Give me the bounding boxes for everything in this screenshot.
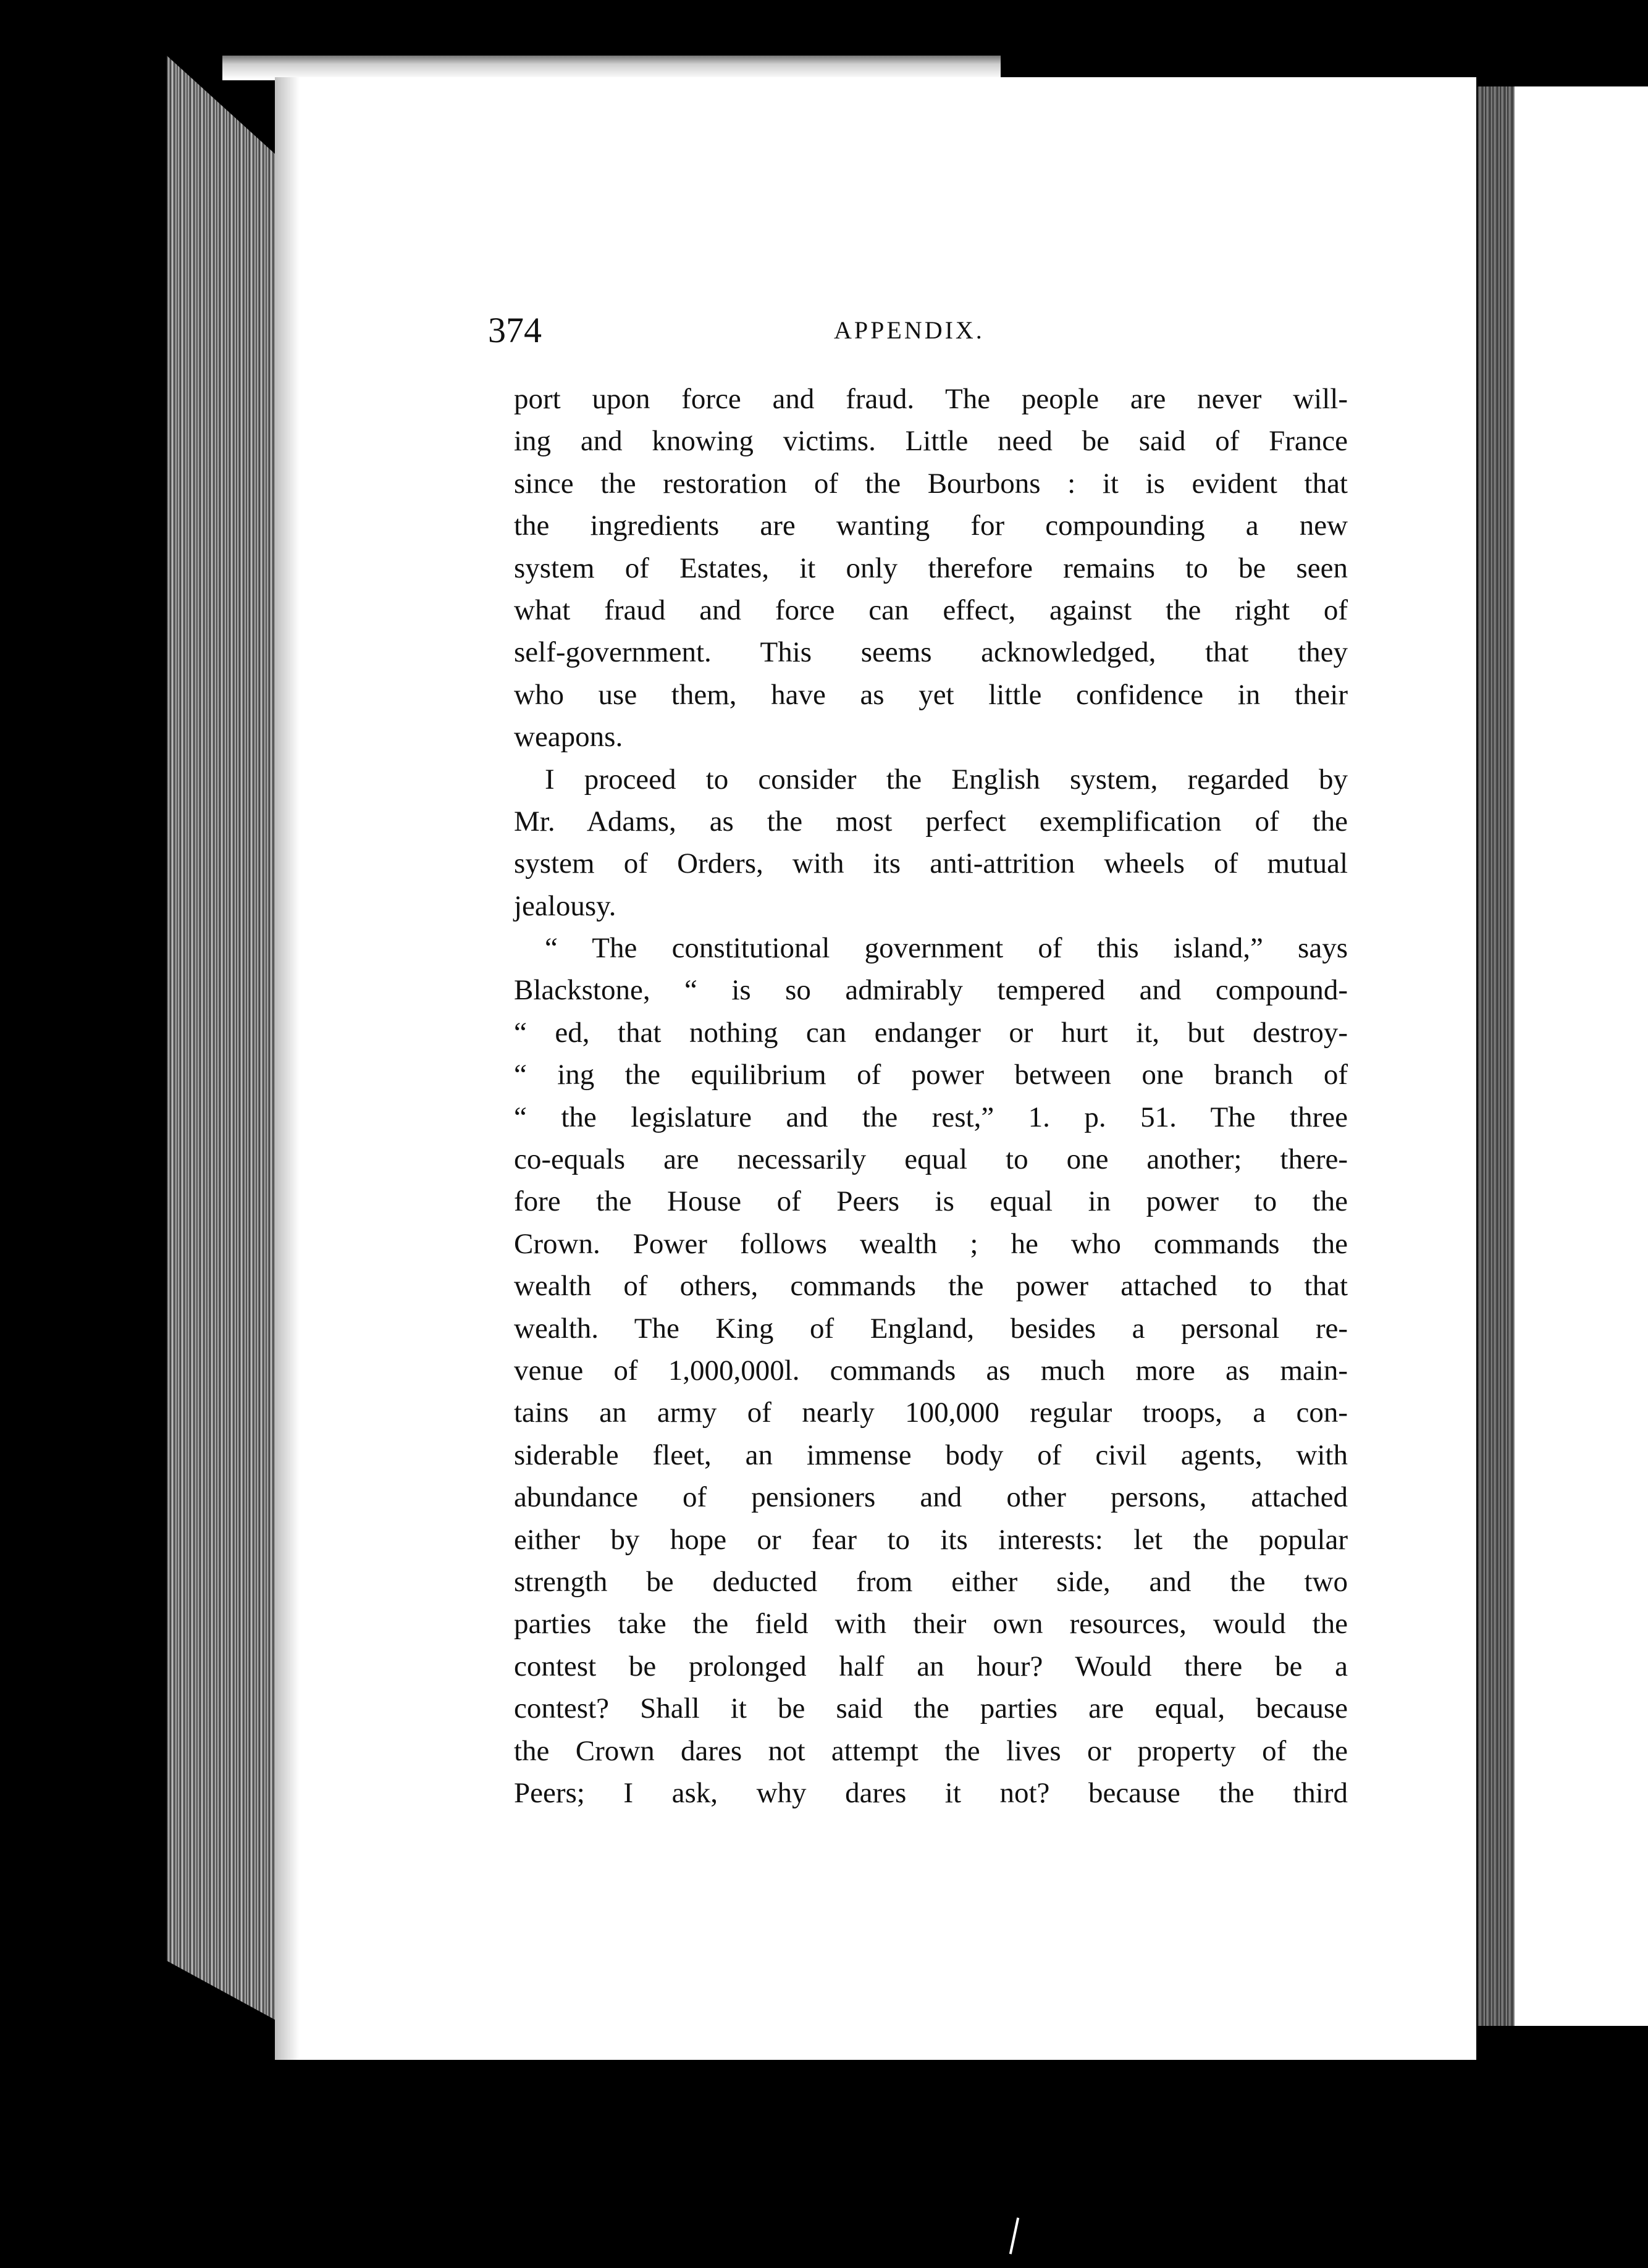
text-line: “ ed, that nothing can endanger or hurt it, but destroy- bbox=[514, 1016, 1348, 1049]
page-top-edge bbox=[222, 56, 1001, 80]
text-line: Crown. Power follows wealth ; he who commands the bbox=[514, 1227, 1348, 1260]
text-line: siderable fleet, an immense body of civil agents, with bbox=[514, 1438, 1348, 1471]
text-line: contest? Shall it be said the parties are equal, because bbox=[514, 1692, 1348, 1725]
text-line: I proceed to consider the English system, regarded by bbox=[545, 763, 1348, 796]
text-line: “ ing the equilibrium of power between one branch of bbox=[514, 1059, 1348, 1091]
text-line: what fraud and force can effect, against the right of bbox=[514, 594, 1348, 626]
text-line: since the restoration of the Bourbons : it is evident that bbox=[514, 467, 1348, 500]
text-line: who use them, have as yet little confidence in their bbox=[514, 678, 1348, 711]
text-line: Mr. Adams, as the most perfect exemplification of the bbox=[514, 805, 1348, 838]
text-line: strength be deducted from either side, and the two bbox=[514, 1565, 1348, 1598]
text-line: jealousy. bbox=[514, 889, 616, 922]
running-head: APPENDIX. bbox=[834, 316, 985, 344]
text-line: self-government. This seems acknowledged, that they bbox=[514, 636, 1348, 669]
text-line: co-equals are necessarily equal to one another; there- bbox=[514, 1143, 1348, 1176]
text-line: ing and knowing victims. Little need be said of France bbox=[514, 425, 1348, 458]
text-line: Peers; I ask, why dares it not? because the third bbox=[514, 1776, 1348, 1809]
text-line: either by hope or fear to its interests: let the popular bbox=[514, 1523, 1348, 1556]
text-line: “ the legislature and the rest,” 1. p. 51. The three bbox=[514, 1101, 1348, 1133]
text-line: wealth. The King of England, besides a personal re- bbox=[514, 1312, 1348, 1345]
facing-page bbox=[1515, 86, 1648, 2026]
text-line: tains an army of nearly 100,000 regular troops, a con- bbox=[514, 1396, 1348, 1429]
text-line: venue of 1,000,000l. commands as much more as main- bbox=[514, 1354, 1348, 1387]
text-line: system of Estates, it only therefore remains to be seen bbox=[514, 552, 1348, 584]
text-line: contest be prolonged half an hour? Would there be a bbox=[514, 1650, 1348, 1682]
scan-speck bbox=[1009, 2217, 1019, 2254]
facing-page-edge bbox=[1478, 86, 1515, 2026]
text-line: weapons. bbox=[514, 721, 623, 754]
text-line: port upon force and fraud. The people are never will- bbox=[514, 383, 1348, 415]
text-line: parties take the field with their own resources, would the bbox=[514, 1608, 1348, 1640]
page-header bbox=[488, 309, 1007, 358]
text-line: the Crown dares not attempt the lives or property of the bbox=[514, 1734, 1348, 1767]
text-line: system of Orders, with its anti-attrition wheels of mutual bbox=[514, 847, 1348, 880]
page-number: 374 bbox=[488, 310, 542, 350]
page-stack-edge bbox=[167, 56, 275, 2020]
text-line: Blackstone, “ is so admirably tempered and compound- bbox=[514, 974, 1348, 1007]
text-line: wealth of others, commands the power attached to that bbox=[514, 1270, 1348, 1303]
gutter-shadow bbox=[275, 77, 300, 2060]
text-line: fore the House of Peers is equal in power to the bbox=[514, 1185, 1348, 1218]
body-text bbox=[514, 378, 1348, 1814]
text-line: the ingredients are wanting for compounding a new bbox=[514, 510, 1348, 542]
text-line: abundance of pensioners and other persons, attached bbox=[514, 1481, 1348, 1514]
text-line: “ The constitutional government of this island,” says bbox=[545, 932, 1348, 965]
